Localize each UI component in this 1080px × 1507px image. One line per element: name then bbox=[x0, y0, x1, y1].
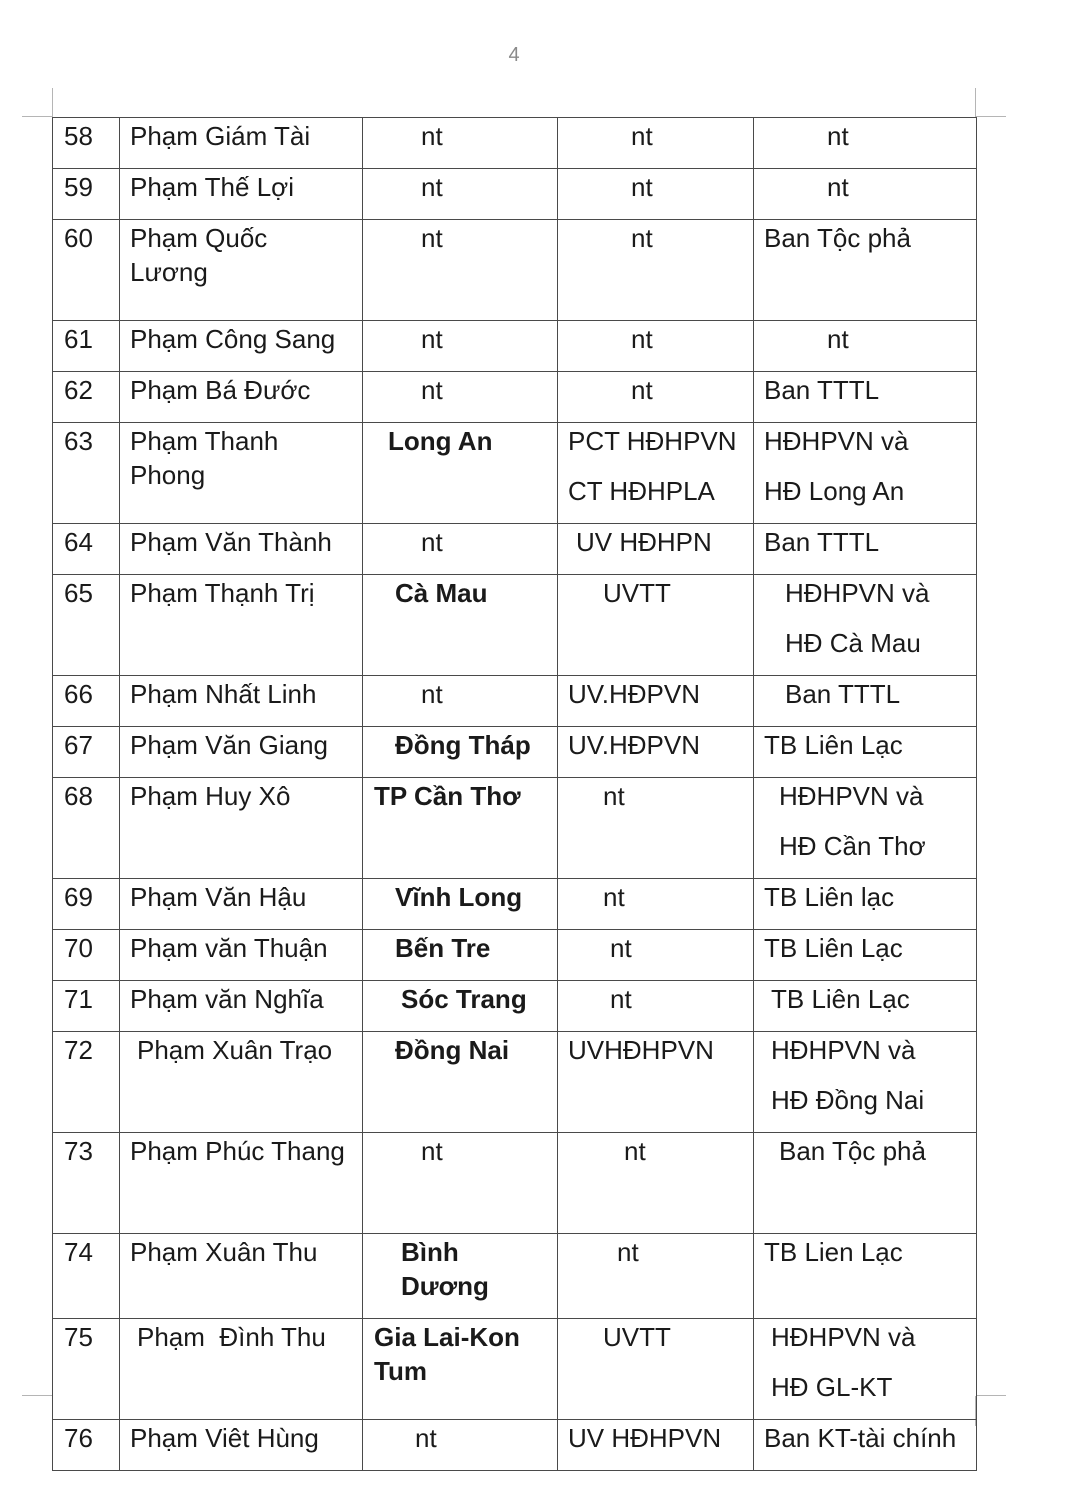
cell-number: 68 bbox=[53, 778, 120, 879]
cell-province: Đồng Tháp bbox=[363, 727, 558, 778]
cell-number: 63 bbox=[53, 423, 120, 524]
cell-role bbox=[754, 1319, 977, 1420]
member-table-body bbox=[53, 118, 977, 1471]
role-line: nt bbox=[827, 324, 849, 354]
position-line: nt bbox=[610, 933, 632, 963]
position-line: nt bbox=[610, 984, 632, 1014]
cell-role bbox=[754, 220, 977, 321]
cell-number: 64 bbox=[53, 524, 120, 575]
cell-position bbox=[558, 1032, 754, 1133]
cell-role bbox=[754, 778, 977, 879]
cell-name: Phạm Thạnh Trị bbox=[120, 575, 363, 676]
cell-position bbox=[558, 1234, 754, 1319]
cell-role bbox=[754, 169, 977, 220]
cell-role bbox=[754, 524, 977, 575]
role-line: HĐHPVN và bbox=[764, 426, 909, 456]
table-row bbox=[53, 524, 977, 575]
cell-number: 71 bbox=[53, 981, 120, 1032]
cell-name: Phạm Văn Giang bbox=[120, 727, 363, 778]
table-row bbox=[53, 1032, 977, 1133]
role-line: HĐ Long An bbox=[764, 476, 905, 506]
role-line: TB Lien Lạc bbox=[764, 1237, 903, 1267]
cell-name: Phạm Quốc Lương bbox=[120, 220, 363, 321]
role-line: TB Liên Lạc bbox=[771, 984, 910, 1014]
cell-role bbox=[754, 879, 977, 930]
position-line: nt bbox=[631, 223, 653, 253]
cell-role bbox=[754, 372, 977, 423]
page-number: 4 bbox=[508, 44, 520, 66]
position-line: nt bbox=[624, 1136, 646, 1166]
cell-position bbox=[558, 321, 754, 372]
position-line: nt bbox=[631, 375, 653, 405]
cell-role bbox=[754, 1133, 977, 1234]
crop-mark-top-right-v bbox=[975, 88, 976, 117]
position-line: UVTT bbox=[603, 578, 671, 608]
cell-province: nt bbox=[363, 676, 558, 727]
cell-province: TP Cần Thơ bbox=[363, 778, 558, 879]
cell-province: nt bbox=[363, 118, 558, 169]
position-line: CT HĐHPLA bbox=[568, 476, 715, 506]
cell-position bbox=[558, 1133, 754, 1234]
cell-number: 58 bbox=[53, 118, 120, 169]
table-row bbox=[53, 981, 977, 1032]
crop-mark-bottom-right-h bbox=[976, 1395, 1006, 1396]
position-line: nt bbox=[617, 1237, 639, 1267]
cell-role bbox=[754, 727, 977, 778]
table-row bbox=[53, 1420, 977, 1471]
table-row bbox=[53, 930, 977, 981]
position-line: UV HĐHPVN bbox=[568, 1423, 722, 1453]
cell-name: Phạm văn Thuận bbox=[120, 930, 363, 981]
position-line: nt bbox=[631, 172, 653, 202]
cell-position bbox=[558, 778, 754, 879]
cell-role bbox=[754, 1032, 977, 1133]
cell-name: Phạm Công Sang bbox=[120, 321, 363, 372]
role-line: HĐHPVN và bbox=[779, 781, 924, 811]
table-row bbox=[53, 118, 977, 169]
cell-role bbox=[754, 575, 977, 676]
role-line: Ban Tộc phả bbox=[764, 223, 911, 253]
cell-name: Phạm Bá Đước bbox=[120, 372, 363, 423]
cell-name: Phạm Xuân Trạo bbox=[120, 1032, 363, 1133]
cell-province: Cà Mau bbox=[363, 575, 558, 676]
cell-role bbox=[754, 423, 977, 524]
role-line: Ban KT-tài chính bbox=[764, 1423, 957, 1453]
role-line: nt bbox=[827, 121, 849, 151]
cell-number: 69 bbox=[53, 879, 120, 930]
cell-number: 60 bbox=[53, 220, 120, 321]
role-line: Ban Tộc phả bbox=[779, 1136, 926, 1166]
cell-position bbox=[558, 879, 754, 930]
role-line: HĐ GL-KT bbox=[771, 1372, 893, 1402]
cell-province: Sóc Trang bbox=[363, 981, 558, 1032]
crop-mark-top-left-h bbox=[22, 116, 52, 117]
position-line: UV.HĐPVN bbox=[568, 730, 700, 760]
cell-position bbox=[558, 727, 754, 778]
position-line: nt bbox=[631, 324, 653, 354]
cell-number: 75 bbox=[53, 1319, 120, 1420]
cell-name: Phạm Đình Thu bbox=[120, 1319, 363, 1420]
crop-mark-top-left-v bbox=[52, 88, 53, 117]
cell-name: Phạm Giám Tài bbox=[120, 118, 363, 169]
role-line: nt bbox=[827, 172, 849, 202]
cell-name: Phạm Xuân Thu bbox=[120, 1234, 363, 1319]
table-row bbox=[53, 676, 977, 727]
role-line: HĐHPVN và bbox=[771, 1322, 916, 1352]
role-line: TB Liên Lạc bbox=[764, 933, 903, 963]
cell-name: Phạm Thanh Phong bbox=[120, 423, 363, 524]
position-line: nt bbox=[631, 121, 653, 151]
cell-number: 70 bbox=[53, 930, 120, 981]
cell-position bbox=[558, 1319, 754, 1420]
cell-province: Gia Lai-Kon Tum bbox=[363, 1319, 558, 1420]
table-row bbox=[53, 321, 977, 372]
position-line: UVTT bbox=[603, 1322, 671, 1352]
cell-role bbox=[754, 1234, 977, 1319]
cell-position bbox=[558, 372, 754, 423]
cell-province: Bình Dương bbox=[363, 1234, 558, 1319]
role-line: HĐHPVN và bbox=[771, 1035, 916, 1065]
role-line: Ban TTTL bbox=[764, 375, 880, 405]
table-row bbox=[53, 778, 977, 879]
position-line: UVHĐHPVN bbox=[568, 1035, 714, 1065]
cell-name: Phạm Thế Lợi bbox=[120, 169, 363, 220]
cell-province: nt bbox=[363, 220, 558, 321]
cell-position bbox=[558, 169, 754, 220]
cell-position bbox=[558, 930, 754, 981]
role-line: HĐ Cần Thơ bbox=[779, 831, 926, 861]
position-line: nt bbox=[603, 781, 625, 811]
table-row bbox=[53, 1234, 977, 1319]
cell-name: Phạm Văn Thành bbox=[120, 524, 363, 575]
cell-position bbox=[558, 1420, 754, 1471]
cell-position bbox=[558, 423, 754, 524]
cell-position bbox=[558, 220, 754, 321]
cell-province: Long An bbox=[363, 423, 558, 524]
cell-number: 66 bbox=[53, 676, 120, 727]
position-line: UV.HĐPVN bbox=[568, 679, 700, 709]
cell-province: nt bbox=[363, 1420, 558, 1471]
cell-province: Đồng Nai bbox=[363, 1032, 558, 1133]
cell-number: 67 bbox=[53, 727, 120, 778]
cell-role bbox=[754, 981, 977, 1032]
table-row bbox=[53, 423, 977, 524]
cell-province: nt bbox=[363, 524, 558, 575]
position-line: nt bbox=[603, 882, 625, 912]
crop-mark-bottom-left-h bbox=[22, 1395, 52, 1396]
cell-number: 72 bbox=[53, 1032, 120, 1133]
cell-name: Phạm văn Nghĩa bbox=[120, 981, 363, 1032]
role-line: TB Liên lạc bbox=[764, 882, 895, 912]
cell-role bbox=[754, 321, 977, 372]
cell-name: Phạm Viêt Hùng bbox=[120, 1420, 363, 1471]
cell-number: 62 bbox=[53, 372, 120, 423]
cell-name: Phạm Nhất Linh bbox=[120, 676, 363, 727]
table-row bbox=[53, 727, 977, 778]
table-row bbox=[53, 575, 977, 676]
cell-role bbox=[754, 1420, 977, 1471]
table-row bbox=[53, 1319, 977, 1420]
position-line: PCT HĐHPVN bbox=[568, 426, 737, 456]
cell-province: nt bbox=[363, 321, 558, 372]
cell-number: 61 bbox=[53, 321, 120, 372]
role-line: HĐ Đồng Nai bbox=[771, 1085, 925, 1115]
cell-number: 65 bbox=[53, 575, 120, 676]
cell-province: Bến Tre bbox=[363, 930, 558, 981]
cell-number: 74 bbox=[53, 1234, 120, 1319]
cell-position bbox=[558, 524, 754, 575]
role-line: Ban TTTL bbox=[785, 679, 901, 709]
cell-province: nt bbox=[363, 372, 558, 423]
cell-position bbox=[558, 981, 754, 1032]
cell-number: 73 bbox=[53, 1133, 120, 1234]
cell-role bbox=[754, 930, 977, 981]
table-row bbox=[53, 372, 977, 423]
cell-name: Phạm Văn Hậu bbox=[120, 879, 363, 930]
cell-number: 59 bbox=[53, 169, 120, 220]
table-row bbox=[53, 169, 977, 220]
cell-province: nt bbox=[363, 169, 558, 220]
role-line: Ban TTTL bbox=[764, 527, 880, 557]
table-row bbox=[53, 1133, 977, 1234]
table-row bbox=[53, 220, 977, 321]
cell-name: Phạm Huy Xô bbox=[120, 778, 363, 879]
cell-position bbox=[558, 575, 754, 676]
cell-province: Vĩnh Long bbox=[363, 879, 558, 930]
role-line: HĐ Cà Mau bbox=[785, 628, 921, 658]
cell-role bbox=[754, 118, 977, 169]
position-line: UV HĐHPN bbox=[576, 527, 712, 557]
member-table bbox=[52, 117, 977, 1471]
role-line: TB Liên Lạc bbox=[764, 730, 903, 760]
table-row bbox=[53, 879, 977, 930]
crop-mark-top-right-h bbox=[976, 116, 1006, 117]
cell-name: Phạm Phúc Thang bbox=[120, 1133, 363, 1234]
role-line: HĐHPVN và bbox=[785, 578, 930, 608]
cell-number: 76 bbox=[53, 1420, 120, 1471]
cell-position bbox=[558, 676, 754, 727]
cell-province: nt bbox=[363, 1133, 558, 1234]
cell-position bbox=[558, 118, 754, 169]
cell-role bbox=[754, 676, 977, 727]
